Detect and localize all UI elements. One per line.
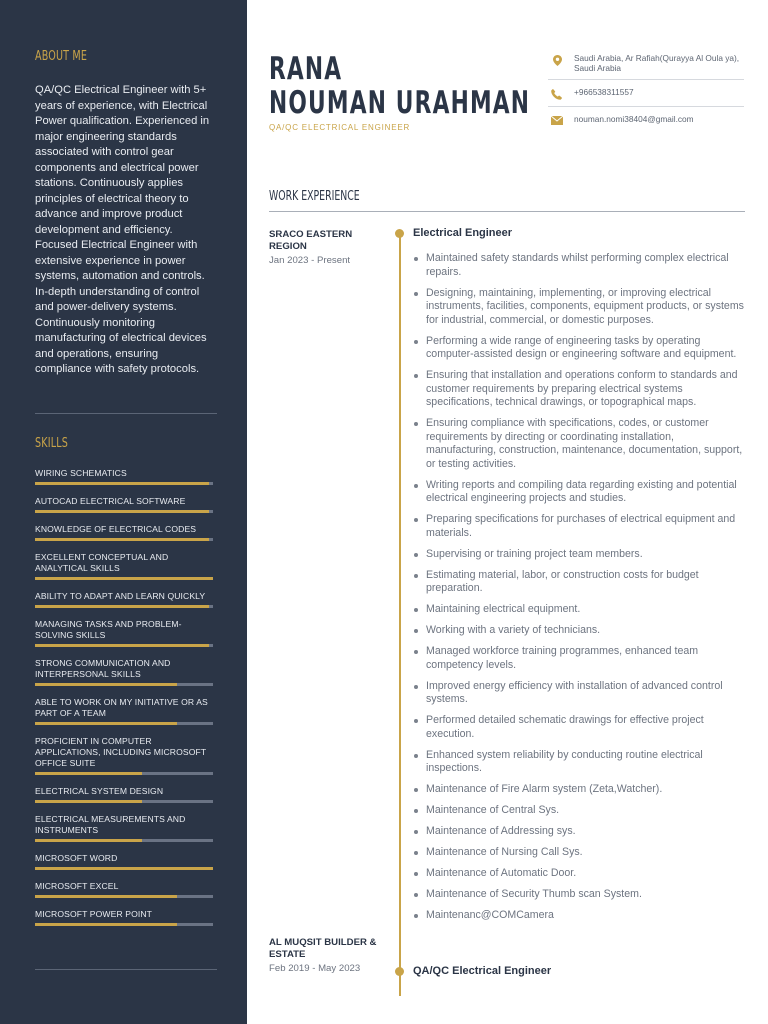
skill-item [35,736,213,775]
skill-level-fill [35,772,142,775]
responsibility-item: Improved energy efficiency with installation of advanced control systems. [413,680,745,707]
skill-level-bar [35,867,213,870]
skill-item [35,909,213,926]
job-company [269,937,387,975]
responsibility-item: Maintenance of Nursing Call Sys. [413,846,745,860]
skill-name: MICROSOFT WORD [35,853,118,863]
skill-level-bar [35,605,213,608]
skill-name: ABILITY TO ADAPT AND LEARN QUICKLY [35,591,206,601]
responsibility-item: Ensuring compliance with specifications, codes, or customer requirements by directing or coordinating installation, manufacturing, construction, maintenance, documentation, support, or testing activities. [413,417,745,471]
contact-phone-text: +966538311557 [574,87,634,97]
skill-name: MICROSOFT EXCEL [35,881,119,891]
job-company [269,229,387,267]
timeline-dot [395,229,404,238]
contact-email-text: nouman.nomi38404@gmail.com [574,114,694,124]
skill-name: ELECTRICAL SYSTEM DESIGN [35,786,164,796]
responsibility-item: Maintenance of Automatic Door. [413,867,745,881]
skill-name: ABLE TO WORK ON MY INITIATIVE OR AS PART OF A TEAM [35,697,208,718]
skill-name: ELECTRICAL MEASUREMENTS AND INSTRUMENTS [35,814,186,835]
location-pin-icon [548,55,566,66]
skill-level-bar [35,895,213,898]
timeline-line [399,234,401,996]
skill-level-bar [35,923,213,926]
job-dates: Feb 2019 - May 2023 [269,963,361,974]
skill-level-bar [35,839,213,842]
envelope-icon [548,116,566,125]
responsibility-item: Designing, maintaining, implementing, or improving electrical instruments, facilities, components, equipment products, or systems for industrial, commercial, or domestic purposes. [413,287,745,328]
skill-name: MICROSOFT POWER POINT [35,909,153,919]
work-experience-rule [269,211,745,212]
responsibility-item: Maintaining electrical equipment. [413,603,745,617]
responsibility-item: Maintained safety standards whilst performing complex electrical repairs. [413,252,745,279]
job-subtitle: QA/QC ELECTRICAL ENGINEER [269,123,411,132]
skills-list [35,468,213,937]
skills-heading: SKILLS [35,436,68,451]
skill-level-bar [35,510,213,513]
responsibility-item: Ensuring that installation and operations conform to standards and customer requirements by preparing electrical systems specifications, technical drawings, or topographical maps. [413,369,745,410]
responsibility-item: Preparing specifications for purchases of electrical equipment and materials. [413,513,745,540]
first-name: RANA [269,51,343,87]
responsibility-item: Supervising or training project team members. [413,548,745,562]
job-responsibilities [413,252,745,930]
skill-item [35,524,213,541]
phone-icon [548,89,566,100]
skill-item [35,881,213,898]
skill-level-bar [35,772,213,775]
skill-level-fill [35,510,209,513]
skill-level-bar [35,800,213,803]
skill-level-bar [35,482,213,485]
skill-level-fill [35,839,142,842]
skill-name: KNOWLEDGE OF ELECTRICAL CODES [35,524,197,534]
skill-item [35,552,213,580]
contact-address [548,53,744,80]
skill-item [35,786,213,803]
skill-level-fill [35,644,209,647]
contact-email[interactable] [548,114,744,131]
responsibility-item: Maintenance of Fire Alarm system (Zeta,Watcher). [413,783,745,797]
skill-name: PROFICIENT IN COMPUTER APPLICATIONS, INCLUDING MICROSOFT OFFICE SUITE [35,736,207,768]
about-heading: ABOUT ME [35,49,88,64]
skill-level-fill [35,923,177,926]
skill-name: STRONG COMMUNICATION AND INTERPERSONAL SKILLS [35,658,171,679]
skill-item [35,591,213,608]
about-divider [35,413,217,414]
responsibility-item: Maintenance of Addressing sys. [413,825,745,839]
skill-level-fill [35,800,142,803]
job-title: Electrical Engineer [413,227,513,239]
job-company-name: SRACO EASTERN REGION [269,229,353,252]
skill-level-bar [35,577,213,580]
responsibility-item: Performing a wide range of engineering tasks by operating computer-assisted design or engineering software and equipment. [413,335,745,362]
about-text: QA/QC Electrical Engineer with 5+ years of experience, with Electrical Power qualification. Experienced in major engineering standards associated with control gear components and electrical power stations. Continuously applies principles of electrical theory to advance and improve product development and efficiency. Focused Electrical Engineer with extensive experience in power systems, automation and controls. In-depth understanding of control and power-delivery systems. Continuously monitoring manufacturing of electrical devices and operations, ensuring compliance with safety protocols. [35,84,210,375]
skill-item [35,814,213,842]
work-experience-heading: WORK EXPERIENCE [269,189,360,204]
candidate-name [269,52,530,120]
contact-list [548,53,744,138]
skill-name: AUTOCAD ELECTRICAL SOFTWARE [35,496,186,506]
responsibility-item: Working with a variety of technicians. [413,624,745,638]
skill-item [35,619,213,647]
contact-address-text: Saudi Arabia, Ar Rafiah(Qurayya Al Oula ya), Saudi Arabia [574,53,740,73]
job-title: QA/QC Electrical Engineer [413,965,552,977]
skill-item [35,496,213,513]
responsibility-item: Maintenance of Security Thumb scan System. [413,888,745,902]
skill-level-fill [35,605,209,608]
skill-level-fill [35,683,177,686]
skill-name: WIRING SCHEMATICS [35,468,127,478]
responsibility-item: Managed workforce training programmes, enhanced team competency levels. [413,645,745,672]
skill-level-bar [35,722,213,725]
skill-level-bar [35,644,213,647]
responsibility-item: Performed detailed schematic drawings for effective project execution. [413,714,745,741]
skill-level-bar [35,683,213,686]
last-name: NOUMAN URAHMAN [269,85,531,121]
skill-level-fill [35,895,177,898]
skill-level-fill [35,722,177,725]
skill-level-fill [35,577,213,580]
skill-level-fill [35,538,209,541]
skill-level-fill [35,867,213,870]
skill-level-fill [35,482,209,485]
skill-item [35,853,213,870]
skill-name: MANAGING TASKS AND PROBLEM-SOLVING SKILLS [35,619,182,640]
skill-item [35,468,213,485]
responsibility-item: Maintenance of Central Sys. [413,804,745,818]
contact-phone[interactable] [548,87,744,107]
skill-name: EXCELLENT CONCEPTUAL AND ANALYTICAL SKILLS [35,552,169,573]
job-company-name: AL MUQSIT BUILDER & ESTATE [269,937,377,960]
responsibility-item: Enhanced system reliability by conducting routine electrical inspections. [413,749,745,776]
skills-divider [35,969,217,970]
sidebar [0,0,247,1024]
responsibility-item: Estimating material, labor, or construction costs for budget preparation. [413,569,745,596]
skill-item [35,697,213,725]
job-dates: Jan 2023 - Present [269,255,351,266]
skill-item [35,658,213,686]
skill-level-bar [35,538,213,541]
responsibility-item: Writing reports and compiling data regarding existing and potential electrical engineering projects and studies. [413,479,745,506]
timeline-dot [395,967,404,976]
responsibility-item: Maintenanc@COMCamera [413,909,745,923]
